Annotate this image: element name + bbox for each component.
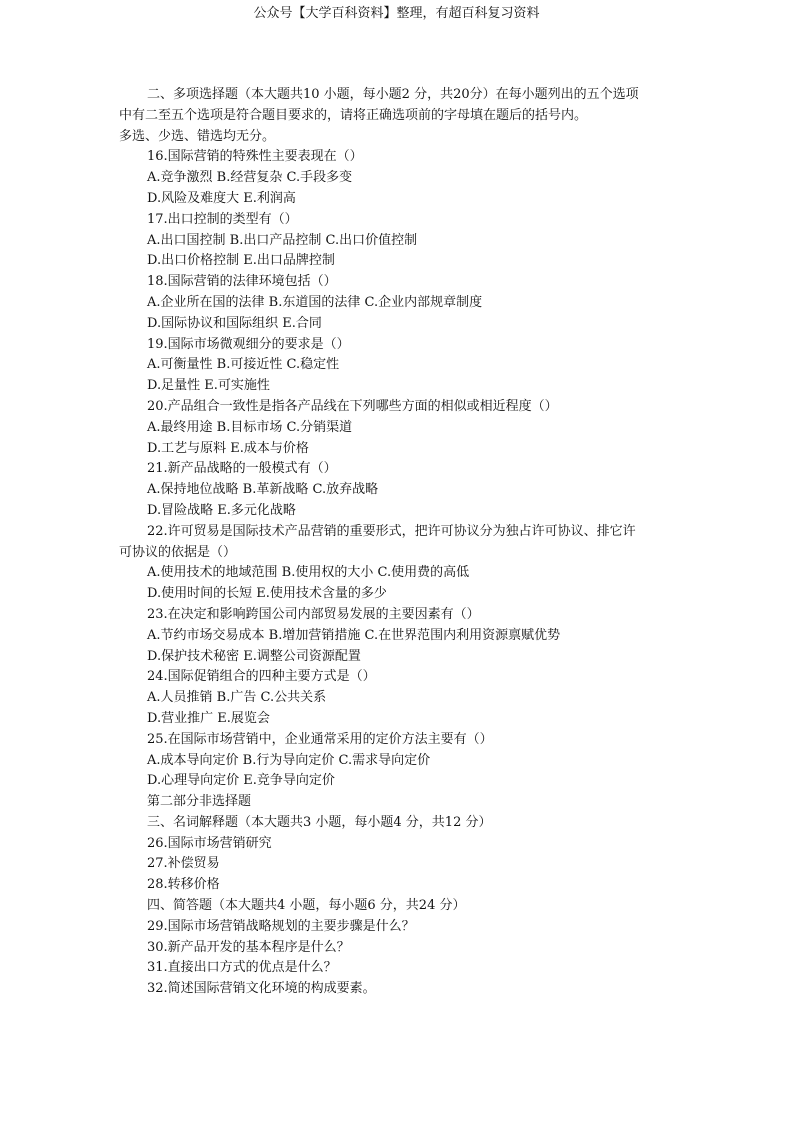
text-line: D.风险及难度大 E.利润高 [147,190,296,206]
text-line: 16.国际营销的特殊性主要表现在（） [147,149,363,165]
text-line: 四、简答题（本大题共4 小题，每小题6 分，共24 分） [147,898,466,914]
text-line: 20.产品组合一致性是指各产品线在下列哪些方面的相似或相近程度（） [147,398,558,414]
text-line: D.冒险战略 E.多元化战略 [147,502,296,518]
text-line: 26.国际市场营销研究 [147,835,272,851]
text-line: 27.补偿贸易 [147,856,220,872]
text-line: 31.直接出口方式的优点是什么？ [147,960,337,976]
text-line: 中有二至五个选项是符合题目要求的，请将正确选项前的字母填在题后的括号内。 [119,107,588,123]
text-line: A.可衡量性 B.可接近性 C.稳定性 [147,357,340,373]
text-line: 29.国际市场营销战略规划的主要步骤是什么？ [147,918,415,934]
text-line: 28.转移价格 [147,877,220,893]
document-body [119,85,679,1000]
text-line: 可协议的依据是（） [119,544,237,560]
text-line: D.足量性 E.可实施性 [147,378,270,394]
text-line: 19.国际市场微观细分的要求是（） [147,336,350,352]
text-line: 23.在决定和影响跨国公司内部贸易发展的主要因素有（） [147,606,480,622]
text-line: D.保护技术秘密 E.调整公司资源配置 [147,648,361,664]
text-line: A.企业所在国的法律 B.东道国的法律 C.企业内部规章制度 [147,294,483,310]
text-line: 21.新产品战略的一般模式有（） [147,461,337,477]
text-line: A.人员推销 B.广告 C.公共关系 [147,690,327,706]
text-line: A.最终用途 B.目标市场 C.分销渠道 [147,419,353,435]
text-line: A.节约市场交易成本 B.增加营销措施 C.在世界范围内利用资源禀赋优势 [147,627,561,643]
text-line: 多选、少选、错选均无分。 [119,128,276,144]
text-line: 二、多项选择题（本大题共10 小题，每小题2 分，共20分）在每小题列出的五个选项 [147,87,639,102]
text-line: D.出口价格控制 E.出口品牌控制 [147,253,335,269]
text-line: 第二部分非选择题 [147,794,252,810]
text-line: 30.新产品开发的基本程序是什么？ [147,939,350,955]
text-line: A.保持地位战略 B.革新战略 C.放弃战略 [147,482,379,498]
text-line: 32.简述国际营销文化环境的构成要素。 [147,981,376,997]
text-line: D.使用时间的长短 E.使用技术含量的多少 [147,586,387,602]
text-line: D.营业推广 E.展览会 [147,710,270,726]
text-line: D.心理导向定价 E.竞争导向定价 [147,773,335,789]
text-line: 25.在国际市场营销中，企业通常采用的定价方法主要有（） [147,731,493,747]
text-line: A.竞争激烈 B.经营复杂 C.手段多变 [147,170,353,186]
page-header: 公众号【大学百科资料】整理，有超百科复习资料 [253,6,540,21]
text-line: 22.许可贸易是国际技术产品营销的重要形式，把许可协议分为独占许可协议、排它许 [147,523,636,539]
text-line: A.成本导向定价 B.行为导向定价 C.需求导向定价 [147,752,431,768]
text-line: D.工艺与原料 E.成本与价格 [147,440,309,456]
text-line: A.使用技术的地域范围 B.使用权的大小 C.使用费的高低 [147,565,470,581]
text-line: A.出口国控制 B.出口产品控制 C.出口价值控制 [147,232,418,248]
text-line: 三、名词解释题（本大题共3 小题，每小题4 分，共12 分） [147,814,492,830]
text-line: 18.国际营销的法律环境包括（） [147,274,337,290]
text-line: 24.国际促销组合的四种主要方式是（） [147,669,376,685]
text-line: D.国际协议和国际组织 E.合同 [147,315,322,331]
text-line: 17.出口控制的类型有（） [147,211,298,227]
